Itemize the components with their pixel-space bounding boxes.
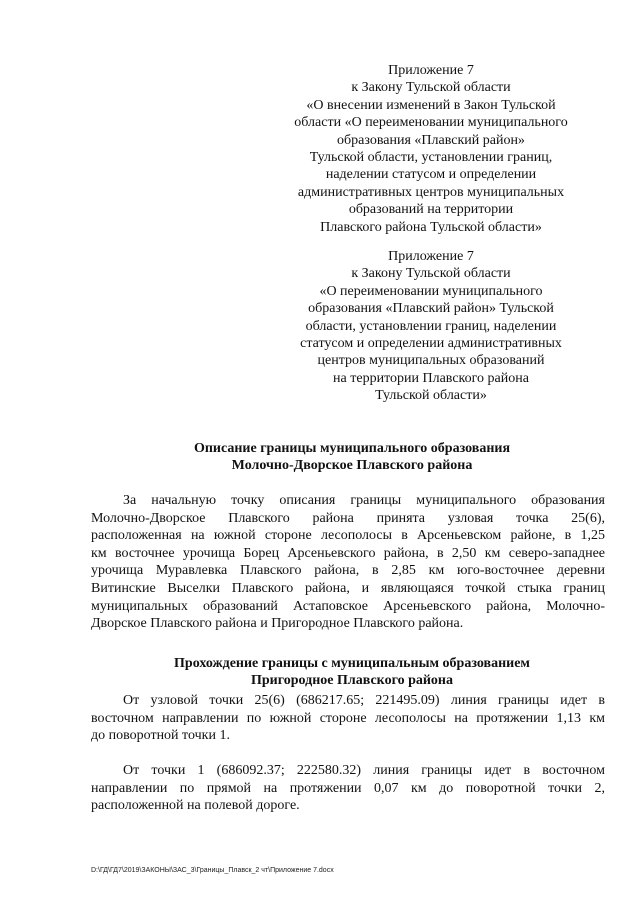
appendix-line: Тульской области»: [375, 388, 487, 404]
heading-line: Прохождение границы с муниципальным образованием: [174, 656, 530, 671]
paragraph-line: От точки 1 (686092.37; 222580.32) линия границы идет в восточном: [123, 763, 605, 778]
appendix-line: области «О переименовании муниципального: [294, 115, 568, 131]
appendix-line: Тульской области, установлении границ,: [309, 150, 553, 166]
paragraph-line: муниципальных образований Астаповское Арсеньевского района, Молочно-: [91, 598, 605, 614]
file-path-footer: D:\ГД\ГД7\2019\ЗАКОНЫ\ЗАС_3\Границы_Плавск_2 чт\Приложение 7.docx: [91, 867, 334, 874]
paragraph-line: км восточнее урочища Борец Арсеньевского района, в 2,50 км северо-западнее: [91, 545, 605, 561]
appendix-line: образования «Плавский район»: [337, 132, 525, 148]
paragraph-line: От узловой точки 25(6) (686217.65; 221495.09) линия границы идет в: [123, 693, 605, 708]
appendix-line: образования «Плавский район» Тульской: [308, 301, 554, 317]
appendix-line: «О переименовании муниципального: [319, 283, 543, 299]
appendix-line: к Закону Тульской области: [351, 80, 511, 96]
appendix-line: «О внесении изменений в Закон Тульской: [306, 97, 556, 113]
boundary-paragraph-1: [91, 692, 605, 745]
appendix-line: Приложение 7: [388, 249, 474, 264]
paragraph-line: направлении по прямой на протяжении 0,07 км до поворотной точки 2,: [91, 780, 605, 796]
appendix-line: наделении статусом и определении: [325, 167, 537, 183]
paragraph-line: Молочно-Дворское Плавского района принята узловая точка 25(6),: [91, 510, 605, 526]
paragraph-line: до поворотной точки 1.: [91, 728, 230, 744]
heading-line: Пригородное Плавского района: [251, 673, 453, 689]
paragraph-line: За начальную точку описания границы муниципального образования: [123, 493, 605, 508]
appendix-line: на территории Плавского района: [333, 370, 529, 386]
paragraph-line: Дворское Плавского района и Пригородное Плавского района.: [91, 616, 464, 632]
appendix-line: Плавского района Тульской области»: [320, 219, 542, 235]
heading-line: Молочно-Дворское Плавского района: [231, 458, 473, 474]
appendix-header-amendment: [283, 62, 579, 236]
main-heading: [90, 440, 614, 475]
paragraph-line: расположенная на южной стороне лесополосы в Арсеньевском районе, в 1,25: [91, 528, 605, 544]
appendix-line: Приложение 7: [388, 63, 474, 78]
appendix-line: образований на территории: [348, 202, 514, 218]
appendix-line: статусом и определении административных: [300, 336, 562, 352]
paragraph-line: Витинские Выселки Плавского района, и являющаяся точкой стыка границ: [91, 580, 605, 596]
paragraph-line: восточном направлении по южной стороне лесополосы на протяжении 1,13 км: [91, 710, 605, 726]
heading-line: Описание границы муниципального образования: [193, 441, 511, 456]
appendix-line: к Закону Тульской области: [351, 266, 511, 282]
appendix-line: области, установлении границ, наделении: [305, 318, 557, 334]
intro-paragraph: [91, 492, 605, 633]
section-heading: [90, 655, 614, 690]
paragraph-line: урочища Муравлевка Плавского района, в 2,85 км юго-восточнее деревни: [91, 563, 605, 579]
appendix-line: административных центров муниципальных: [297, 184, 565, 200]
appendix-header-original: [283, 248, 579, 405]
appendix-line: центров муниципальных образований: [317, 353, 545, 369]
boundary-paragraph-2: [91, 762, 605, 815]
paragraph-line: расположенной на полевой дороге.: [91, 798, 300, 814]
